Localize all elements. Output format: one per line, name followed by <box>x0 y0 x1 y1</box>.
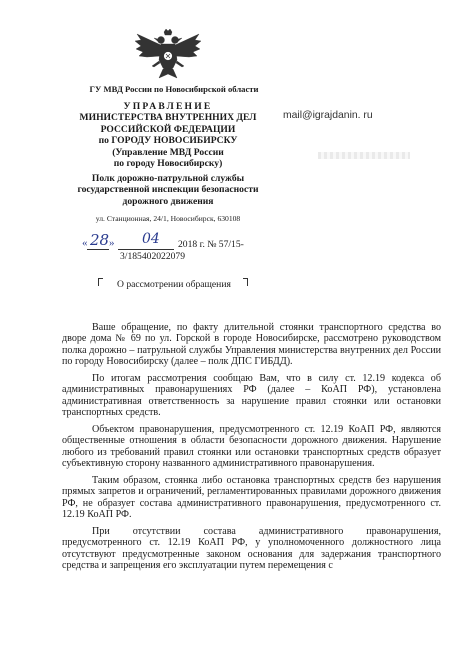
date-month-handwritten: 04 <box>142 231 160 247</box>
subject-bracket-right <box>243 278 248 286</box>
regional-authority-name: ГУ МВД России по Новосибирской области <box>89 84 259 94</box>
letterhead-line: РОССИЙСКОЙ ФЕДЕРАЦИИ <box>100 123 236 135</box>
eagle-emblem-icon <box>133 28 203 80</box>
letterhead-line: (Управление МВД России <box>112 146 224 158</box>
reference-number-continued: 3/185402022079 <box>120 251 186 262</box>
recipient-email: mail@igrajdanin. ru <box>283 110 373 121</box>
redacted-recipient-line <box>318 152 410 159</box>
day-underline <box>87 249 109 250</box>
body-paragraph: Таким образом, стоянка либо остановка транспортных средств без нарушения прямых запретов и ограничений, регламентированных правилами дорожного движения РФ, не образует состава административного правонарушения, предусмотренного ст. 12.19 КоАП РФ. <box>62 475 441 521</box>
letterhead-title: УПРАВЛЕНИЕ <box>123 101 213 112</box>
body-paragraph: При отсутствии состава административного правонарушения, предусмотренного ст. 12.19 КоАП РФ, у уполномоченного должностного лица отсутствуют предусмотренные законом основания для задержания транспортного средства и запрещения его эксплуатации путем перемещения с <box>62 526 441 572</box>
date-quote-close: » <box>109 237 115 249</box>
month-underline <box>118 249 174 250</box>
subject-line: О рассмотрении обращения <box>117 279 231 290</box>
letterhead-line: МИНИСТЕРСТВА ВНУТРЕННИХ ДЕЛ <box>79 112 257 124</box>
date-day-handwritten: 28 <box>90 231 110 249</box>
date-quote-open: « <box>82 237 88 249</box>
subject-bracket-left <box>98 278 103 286</box>
letterhead-line: по городу Новосибирску) <box>113 158 223 170</box>
reference-date <box>82 231 312 253</box>
department-line: Полк дорожно-патрульной службы <box>91 173 245 184</box>
reference-year-number: 2018 г. № 57/15- <box>178 239 244 250</box>
body-paragraph: Ваше обращение, по факту длительной стоянки транспортного средства во дворе дома № 69 по ул. Горской в городе Новосибирске, рассмотрено руководством полка дорожно – патрульной службы Управления министерства внутренних дел России по городу Новосибирску (далее – полк ДПС ГИБДД). <box>62 322 441 368</box>
department-line: государственной инспекции безопасности <box>77 184 259 196</box>
letter-body <box>62 322 441 577</box>
letterhead-line: по ГОРОДУ НОВОСИБИРСКУ <box>98 135 238 147</box>
letterhead-block <box>40 101 296 169</box>
department-address: ул. Станционная, 24/1, Новосибирск, 630108 <box>95 214 241 223</box>
department-line: дорожного движения <box>122 195 214 207</box>
body-paragraph: По итогам рассмотрения сообщаю Вам, что в силу ст. 12.19 кодекса об административных правонарушениях РФ (далее – КоАП РФ), установлена административная ответственность за нарушение правил стоянки или остановки транспортных средств. <box>62 373 441 419</box>
department-block <box>40 173 296 207</box>
body-paragraph: Объектом правонарушения, предусмотренного ст. 12.19 КоАП РФ, являются общественные отношения в области безопасности дорожного движения. Нарушение любого из требований правил стоянки или остановки транспортных средств образует субъективную сторону названного административного правонарушения. <box>62 424 441 470</box>
